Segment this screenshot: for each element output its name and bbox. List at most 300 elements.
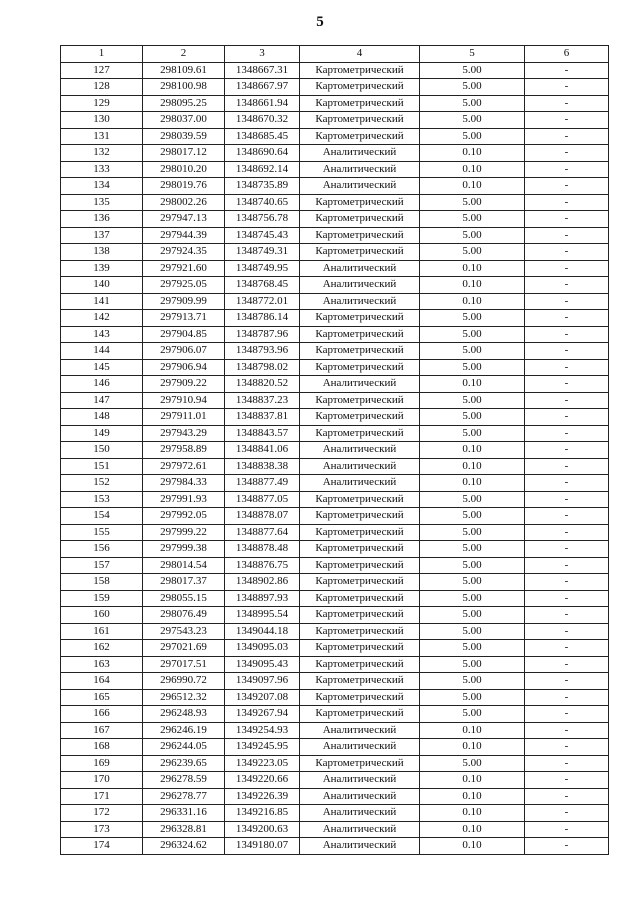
y-coordinate-cell: 1348667.31 bbox=[225, 62, 300, 79]
point-number-cell: 150 bbox=[61, 442, 143, 459]
y-coordinate-cell: 1349044.18 bbox=[225, 623, 300, 640]
x-coordinate-cell: 297021.69 bbox=[143, 640, 225, 657]
x-coordinate-cell: 296990.72 bbox=[143, 673, 225, 690]
method-cell: Картометрический bbox=[300, 326, 420, 343]
y-coordinate-cell: 1349226.39 bbox=[225, 788, 300, 805]
y-coordinate-cell: 1349216.85 bbox=[225, 805, 300, 822]
y-coordinate-cell: 1348772.01 bbox=[225, 293, 300, 310]
header-cell-1: 1 bbox=[61, 46, 143, 63]
accuracy-cell: 0.10 bbox=[420, 260, 525, 277]
y-coordinate-cell: 1348798.02 bbox=[225, 359, 300, 376]
point-number-cell: 129 bbox=[61, 95, 143, 112]
x-coordinate-cell: 297991.93 bbox=[143, 491, 225, 508]
y-coordinate-cell: 1348838.38 bbox=[225, 458, 300, 475]
accuracy-cell: 5.00 bbox=[420, 112, 525, 129]
coordinates-table bbox=[60, 45, 609, 855]
accuracy-cell: 5.00 bbox=[420, 673, 525, 690]
y-coordinate-cell: 1348670.32 bbox=[225, 112, 300, 129]
method-cell: Аналитический bbox=[300, 722, 420, 739]
method-cell: Картометрический bbox=[300, 95, 420, 112]
point-number-cell: 168 bbox=[61, 739, 143, 756]
note-cell: - bbox=[525, 161, 609, 178]
point-number-cell: 133 bbox=[61, 161, 143, 178]
point-number-cell: 146 bbox=[61, 376, 143, 393]
table-row bbox=[61, 145, 609, 162]
method-cell: Картометрический bbox=[300, 491, 420, 508]
note-cell: - bbox=[525, 211, 609, 228]
y-coordinate-cell: 1349207.08 bbox=[225, 689, 300, 706]
note-cell: - bbox=[525, 574, 609, 591]
point-number-cell: 160 bbox=[61, 607, 143, 624]
method-cell: Картометрический bbox=[300, 673, 420, 690]
y-coordinate-cell: 1349254.93 bbox=[225, 722, 300, 739]
table-row bbox=[61, 491, 609, 508]
accuracy-cell: 5.00 bbox=[420, 607, 525, 624]
accuracy-cell: 5.00 bbox=[420, 95, 525, 112]
accuracy-cell: 5.00 bbox=[420, 194, 525, 211]
y-coordinate-cell: 1349180.07 bbox=[225, 838, 300, 855]
table-row bbox=[61, 541, 609, 558]
method-cell: Картометрический bbox=[300, 656, 420, 673]
table-row bbox=[61, 590, 609, 607]
table-row bbox=[61, 409, 609, 426]
note-cell: - bbox=[525, 326, 609, 343]
table-row bbox=[61, 392, 609, 409]
accuracy-cell: 5.00 bbox=[420, 211, 525, 228]
y-coordinate-cell: 1348685.45 bbox=[225, 128, 300, 145]
x-coordinate-cell: 298055.15 bbox=[143, 590, 225, 607]
note-cell: - bbox=[525, 755, 609, 772]
accuracy-cell: 0.10 bbox=[420, 805, 525, 822]
method-cell: Аналитический bbox=[300, 376, 420, 393]
note-cell: - bbox=[525, 772, 609, 789]
point-number-cell: 156 bbox=[61, 541, 143, 558]
x-coordinate-cell: 298002.26 bbox=[143, 194, 225, 211]
table-row bbox=[61, 656, 609, 673]
table-row bbox=[61, 640, 609, 657]
table-row bbox=[61, 178, 609, 195]
note-cell: - bbox=[525, 805, 609, 822]
y-coordinate-cell: 1349095.03 bbox=[225, 640, 300, 657]
accuracy-cell: 5.00 bbox=[420, 689, 525, 706]
x-coordinate-cell: 297924.35 bbox=[143, 244, 225, 261]
accuracy-cell: 0.10 bbox=[420, 277, 525, 294]
method-cell: Аналитический bbox=[300, 458, 420, 475]
point-number-cell: 157 bbox=[61, 557, 143, 574]
method-cell: Аналитический bbox=[300, 145, 420, 162]
x-coordinate-cell: 298017.12 bbox=[143, 145, 225, 162]
point-number-cell: 159 bbox=[61, 590, 143, 607]
method-cell: Аналитический bbox=[300, 161, 420, 178]
note-cell: - bbox=[525, 359, 609, 376]
table-row bbox=[61, 359, 609, 376]
note-cell: - bbox=[525, 79, 609, 96]
note-cell: - bbox=[525, 145, 609, 162]
y-coordinate-cell: 1348749.31 bbox=[225, 244, 300, 261]
point-number-cell: 134 bbox=[61, 178, 143, 195]
x-coordinate-cell: 296248.93 bbox=[143, 706, 225, 723]
table-row bbox=[61, 161, 609, 178]
point-number-cell: 136 bbox=[61, 211, 143, 228]
x-coordinate-cell: 297999.22 bbox=[143, 524, 225, 541]
y-coordinate-cell: 1348745.43 bbox=[225, 227, 300, 244]
note-cell: - bbox=[525, 62, 609, 79]
table-row bbox=[61, 112, 609, 129]
accuracy-cell: 0.10 bbox=[420, 475, 525, 492]
note-cell: - bbox=[525, 640, 609, 657]
note-cell: - bbox=[525, 788, 609, 805]
table-row bbox=[61, 475, 609, 492]
table-row bbox=[61, 227, 609, 244]
x-coordinate-cell: 297944.39 bbox=[143, 227, 225, 244]
point-number-cell: 131 bbox=[61, 128, 143, 145]
point-number-cell: 154 bbox=[61, 508, 143, 525]
x-coordinate-cell: 296278.59 bbox=[143, 772, 225, 789]
point-number-cell: 132 bbox=[61, 145, 143, 162]
point-number-cell: 174 bbox=[61, 838, 143, 855]
table-row bbox=[61, 211, 609, 228]
point-number-cell: 127 bbox=[61, 62, 143, 79]
point-number-cell: 144 bbox=[61, 343, 143, 360]
method-cell: Картометрический bbox=[300, 392, 420, 409]
y-coordinate-cell: 1348667.97 bbox=[225, 79, 300, 96]
method-cell: Аналитический bbox=[300, 475, 420, 492]
accuracy-cell: 5.00 bbox=[420, 541, 525, 558]
method-cell: Аналитический bbox=[300, 805, 420, 822]
x-coordinate-cell: 297904.85 bbox=[143, 326, 225, 343]
method-cell: Картометрический bbox=[300, 689, 420, 706]
note-cell: - bbox=[525, 442, 609, 459]
accuracy-cell: 0.10 bbox=[420, 145, 525, 162]
method-cell: Картометрический bbox=[300, 706, 420, 723]
accuracy-cell: 5.00 bbox=[420, 359, 525, 376]
point-number-cell: 155 bbox=[61, 524, 143, 541]
accuracy-cell: 5.00 bbox=[420, 574, 525, 591]
point-number-cell: 149 bbox=[61, 425, 143, 442]
table-row bbox=[61, 326, 609, 343]
point-number-cell: 137 bbox=[61, 227, 143, 244]
method-cell: Аналитический bbox=[300, 442, 420, 459]
method-cell: Аналитический bbox=[300, 838, 420, 855]
note-cell: - bbox=[525, 475, 609, 492]
header-cell-2: 2 bbox=[143, 46, 225, 63]
accuracy-cell: 0.10 bbox=[420, 376, 525, 393]
x-coordinate-cell: 297543.23 bbox=[143, 623, 225, 640]
note-cell: - bbox=[525, 656, 609, 673]
method-cell: Картометрический bbox=[300, 640, 420, 657]
accuracy-cell: 5.00 bbox=[420, 425, 525, 442]
accuracy-cell: 5.00 bbox=[420, 62, 525, 79]
table-row bbox=[61, 706, 609, 723]
x-coordinate-cell: 298014.54 bbox=[143, 557, 225, 574]
x-coordinate-cell: 297999.38 bbox=[143, 541, 225, 558]
method-cell: Картометрический bbox=[300, 755, 420, 772]
note-cell: - bbox=[525, 821, 609, 838]
x-coordinate-cell: 297911.01 bbox=[143, 409, 225, 426]
table-row bbox=[61, 277, 609, 294]
accuracy-cell: 0.10 bbox=[420, 821, 525, 838]
table-row bbox=[61, 244, 609, 261]
note-cell: - bbox=[525, 491, 609, 508]
point-number-cell: 166 bbox=[61, 706, 143, 723]
x-coordinate-cell: 297906.07 bbox=[143, 343, 225, 360]
accuracy-cell: 5.00 bbox=[420, 409, 525, 426]
point-number-cell: 169 bbox=[61, 755, 143, 772]
point-number-cell: 171 bbox=[61, 788, 143, 805]
accuracy-cell: 5.00 bbox=[420, 524, 525, 541]
y-coordinate-cell: 1348878.07 bbox=[225, 508, 300, 525]
y-coordinate-cell: 1348820.52 bbox=[225, 376, 300, 393]
x-coordinate-cell: 296239.65 bbox=[143, 755, 225, 772]
note-cell: - bbox=[525, 178, 609, 195]
table-row bbox=[61, 458, 609, 475]
accuracy-cell: 0.10 bbox=[420, 442, 525, 459]
point-number-cell: 173 bbox=[61, 821, 143, 838]
x-coordinate-cell: 296244.05 bbox=[143, 739, 225, 756]
y-coordinate-cell: 1348878.48 bbox=[225, 541, 300, 558]
point-number-cell: 139 bbox=[61, 260, 143, 277]
method-cell: Картометрический bbox=[300, 409, 420, 426]
table-row bbox=[61, 376, 609, 393]
note-cell: - bbox=[525, 541, 609, 558]
y-coordinate-cell: 1348692.14 bbox=[225, 161, 300, 178]
y-coordinate-cell: 1348841.06 bbox=[225, 442, 300, 459]
table-row bbox=[61, 79, 609, 96]
table-row bbox=[61, 442, 609, 459]
accuracy-cell: 0.10 bbox=[420, 161, 525, 178]
table-row bbox=[61, 508, 609, 525]
note-cell: - bbox=[525, 706, 609, 723]
table-row bbox=[61, 821, 609, 838]
x-coordinate-cell: 296246.19 bbox=[143, 722, 225, 739]
x-coordinate-cell: 297984.33 bbox=[143, 475, 225, 492]
note-cell: - bbox=[525, 508, 609, 525]
y-coordinate-cell: 1348740.65 bbox=[225, 194, 300, 211]
x-coordinate-cell: 296328.81 bbox=[143, 821, 225, 838]
method-cell: Картометрический bbox=[300, 574, 420, 591]
y-coordinate-cell: 1348786.14 bbox=[225, 310, 300, 327]
x-coordinate-cell: 297943.29 bbox=[143, 425, 225, 442]
x-coordinate-cell: 296512.32 bbox=[143, 689, 225, 706]
method-cell: Картометрический bbox=[300, 524, 420, 541]
table-row bbox=[61, 128, 609, 145]
method-cell: Картометрический bbox=[300, 194, 420, 211]
point-number-cell: 152 bbox=[61, 475, 143, 492]
y-coordinate-cell: 1348735.89 bbox=[225, 178, 300, 195]
table-row bbox=[61, 788, 609, 805]
point-number-cell: 145 bbox=[61, 359, 143, 376]
y-coordinate-cell: 1349267.94 bbox=[225, 706, 300, 723]
note-cell: - bbox=[525, 739, 609, 756]
x-coordinate-cell: 298037.00 bbox=[143, 112, 225, 129]
point-number-cell: 165 bbox=[61, 689, 143, 706]
accuracy-cell: 5.00 bbox=[420, 244, 525, 261]
method-cell: Картометрический bbox=[300, 508, 420, 525]
note-cell: - bbox=[525, 590, 609, 607]
accuracy-cell: 5.00 bbox=[420, 392, 525, 409]
table-row bbox=[61, 805, 609, 822]
accuracy-cell: 0.10 bbox=[420, 788, 525, 805]
point-number-cell: 151 bbox=[61, 458, 143, 475]
y-coordinate-cell: 1348877.64 bbox=[225, 524, 300, 541]
note-cell: - bbox=[525, 458, 609, 475]
y-coordinate-cell: 1348897.93 bbox=[225, 590, 300, 607]
y-coordinate-cell: 1348749.95 bbox=[225, 260, 300, 277]
note-cell: - bbox=[525, 112, 609, 129]
note-cell: - bbox=[525, 524, 609, 541]
note-cell: - bbox=[525, 409, 609, 426]
table-body bbox=[61, 62, 609, 854]
y-coordinate-cell: 1348690.64 bbox=[225, 145, 300, 162]
point-number-cell: 172 bbox=[61, 805, 143, 822]
x-coordinate-cell: 296278.77 bbox=[143, 788, 225, 805]
accuracy-cell: 0.10 bbox=[420, 739, 525, 756]
table-row bbox=[61, 755, 609, 772]
x-coordinate-cell: 297921.60 bbox=[143, 260, 225, 277]
table-row bbox=[61, 623, 609, 640]
point-number-cell: 130 bbox=[61, 112, 143, 129]
method-cell: Картометрический bbox=[300, 112, 420, 129]
method-cell: Картометрический bbox=[300, 541, 420, 558]
table-row bbox=[61, 260, 609, 277]
y-coordinate-cell: 1348843.57 bbox=[225, 425, 300, 442]
table-row bbox=[61, 772, 609, 789]
x-coordinate-cell: 297909.22 bbox=[143, 376, 225, 393]
y-coordinate-cell: 1348837.23 bbox=[225, 392, 300, 409]
y-coordinate-cell: 1348877.49 bbox=[225, 475, 300, 492]
note-cell: - bbox=[525, 95, 609, 112]
point-number-cell: 142 bbox=[61, 310, 143, 327]
x-coordinate-cell: 297925.05 bbox=[143, 277, 225, 294]
note-cell: - bbox=[525, 722, 609, 739]
table-row bbox=[61, 343, 609, 360]
x-coordinate-cell: 297992.05 bbox=[143, 508, 225, 525]
accuracy-cell: 5.00 bbox=[420, 590, 525, 607]
note-cell: - bbox=[525, 425, 609, 442]
table-row bbox=[61, 557, 609, 574]
note-cell: - bbox=[525, 128, 609, 145]
accuracy-cell: 5.00 bbox=[420, 508, 525, 525]
method-cell: Картометрический bbox=[300, 623, 420, 640]
accuracy-cell: 5.00 bbox=[420, 326, 525, 343]
note-cell: - bbox=[525, 838, 609, 855]
table-row bbox=[61, 194, 609, 211]
method-cell: Картометрический bbox=[300, 425, 420, 442]
method-cell: Картометрический bbox=[300, 607, 420, 624]
method-cell: Картометрический bbox=[300, 359, 420, 376]
method-cell: Аналитический bbox=[300, 788, 420, 805]
x-coordinate-cell: 298010.20 bbox=[143, 161, 225, 178]
accuracy-cell: 5.00 bbox=[420, 706, 525, 723]
table-row bbox=[61, 310, 609, 327]
table-row bbox=[61, 722, 609, 739]
note-cell: - bbox=[525, 376, 609, 393]
y-coordinate-cell: 1348793.96 bbox=[225, 343, 300, 360]
method-cell: Картометрический bbox=[300, 343, 420, 360]
point-number-cell: 148 bbox=[61, 409, 143, 426]
x-coordinate-cell: 298039.59 bbox=[143, 128, 225, 145]
point-number-cell: 167 bbox=[61, 722, 143, 739]
note-cell: - bbox=[525, 607, 609, 624]
note-cell: - bbox=[525, 244, 609, 261]
y-coordinate-cell: 1348837.81 bbox=[225, 409, 300, 426]
point-number-cell: 143 bbox=[61, 326, 143, 343]
x-coordinate-cell: 297913.71 bbox=[143, 310, 225, 327]
header-row bbox=[61, 46, 609, 63]
header-cell-3: 3 bbox=[225, 46, 300, 63]
method-cell: Аналитический bbox=[300, 293, 420, 310]
x-coordinate-cell: 297947.13 bbox=[143, 211, 225, 228]
table-row bbox=[61, 689, 609, 706]
x-coordinate-cell: 297906.94 bbox=[143, 359, 225, 376]
accuracy-cell: 5.00 bbox=[420, 310, 525, 327]
note-cell: - bbox=[525, 227, 609, 244]
point-number-cell: 135 bbox=[61, 194, 143, 211]
accuracy-cell: 5.00 bbox=[420, 623, 525, 640]
method-cell: Аналитический bbox=[300, 821, 420, 838]
y-coordinate-cell: 1349200.63 bbox=[225, 821, 300, 838]
y-coordinate-cell: 1348876.75 bbox=[225, 557, 300, 574]
accuracy-cell: 0.10 bbox=[420, 838, 525, 855]
accuracy-cell: 5.00 bbox=[420, 656, 525, 673]
note-cell: - bbox=[525, 310, 609, 327]
point-number-cell: 163 bbox=[61, 656, 143, 673]
x-coordinate-cell: 298100.98 bbox=[143, 79, 225, 96]
method-cell: Картометрический bbox=[300, 590, 420, 607]
y-coordinate-cell: 1349245.95 bbox=[225, 739, 300, 756]
x-coordinate-cell: 297017.51 bbox=[143, 656, 225, 673]
accuracy-cell: 5.00 bbox=[420, 557, 525, 574]
header-cell-6: 6 bbox=[525, 46, 609, 63]
x-coordinate-cell: 298017.37 bbox=[143, 574, 225, 591]
note-cell: - bbox=[525, 557, 609, 574]
point-number-cell: 138 bbox=[61, 244, 143, 261]
note-cell: - bbox=[525, 293, 609, 310]
x-coordinate-cell: 297958.89 bbox=[143, 442, 225, 459]
x-coordinate-cell: 296331.16 bbox=[143, 805, 225, 822]
note-cell: - bbox=[525, 343, 609, 360]
x-coordinate-cell: 296324.62 bbox=[143, 838, 225, 855]
note-cell: - bbox=[525, 194, 609, 211]
y-coordinate-cell: 1349220.66 bbox=[225, 772, 300, 789]
table-row bbox=[61, 607, 609, 624]
point-number-cell: 162 bbox=[61, 640, 143, 657]
method-cell: Картометрический bbox=[300, 244, 420, 261]
x-coordinate-cell: 298109.61 bbox=[143, 62, 225, 79]
method-cell: Аналитический bbox=[300, 260, 420, 277]
accuracy-cell: 5.00 bbox=[420, 640, 525, 657]
table-row bbox=[61, 673, 609, 690]
method-cell: Картометрический bbox=[300, 227, 420, 244]
accuracy-cell: 5.00 bbox=[420, 491, 525, 508]
point-number-cell: 161 bbox=[61, 623, 143, 640]
accuracy-cell: 5.00 bbox=[420, 343, 525, 360]
method-cell: Аналитический bbox=[300, 178, 420, 195]
method-cell: Аналитический bbox=[300, 739, 420, 756]
method-cell: Картометрический bbox=[300, 557, 420, 574]
x-coordinate-cell: 297910.94 bbox=[143, 392, 225, 409]
x-coordinate-cell: 298019.76 bbox=[143, 178, 225, 195]
x-coordinate-cell: 297909.99 bbox=[143, 293, 225, 310]
y-coordinate-cell: 1348995.54 bbox=[225, 607, 300, 624]
point-number-cell: 128 bbox=[61, 79, 143, 96]
y-coordinate-cell: 1348756.78 bbox=[225, 211, 300, 228]
method-cell: Картометрический bbox=[300, 310, 420, 327]
point-number-cell: 170 bbox=[61, 772, 143, 789]
table-row bbox=[61, 293, 609, 310]
x-coordinate-cell: 298076.49 bbox=[143, 607, 225, 624]
y-coordinate-cell: 1349223.05 bbox=[225, 755, 300, 772]
